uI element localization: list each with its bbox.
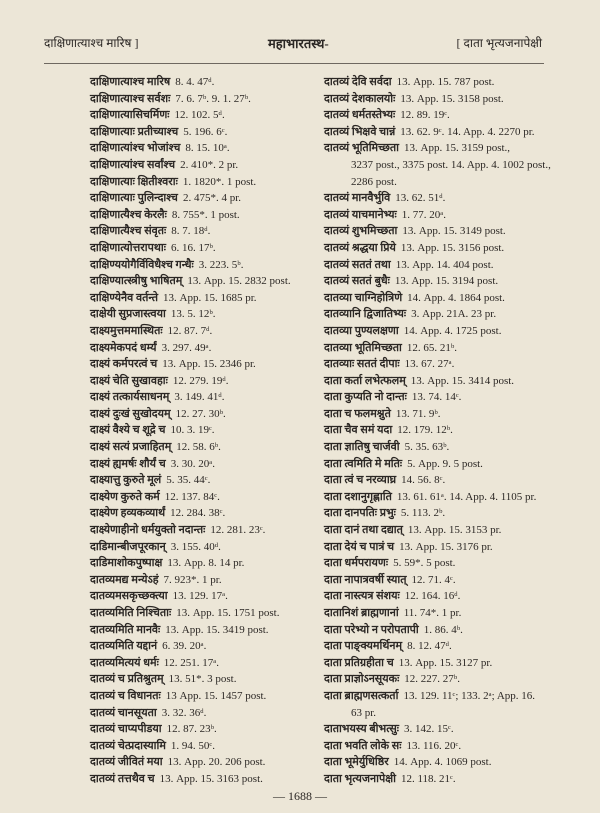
entry-reference: 12. 284. 38ᶜ. bbox=[170, 507, 226, 520]
index-entry bbox=[324, 771, 600, 788]
entry-headword: दातव्यं देशकालयोः bbox=[324, 92, 396, 105]
index-entry bbox=[90, 306, 362, 323]
entry-headword: दातव्यं श्रद्धया प्रिये bbox=[324, 241, 396, 254]
index-entry bbox=[324, 91, 600, 108]
entry-reference: 5. 196. 6ᶜ. bbox=[183, 125, 228, 138]
entry-headword: दाक्ष्यं तत्कार्यसाधनम् bbox=[90, 391, 170, 404]
index-entry bbox=[90, 273, 362, 290]
index-entry bbox=[90, 290, 362, 307]
entry-reference: 6. 39. 20ᵃ. bbox=[162, 640, 207, 653]
entry-headword: दाता कर्ता लभेत्फलम् bbox=[324, 374, 406, 387]
index-entry bbox=[90, 655, 362, 672]
index-entry bbox=[90, 688, 362, 705]
entry-reference: 13. App. 15. 3194 post. bbox=[394, 275, 499, 288]
entry-headword: दाडिमान्बीजपूरकान् bbox=[90, 540, 166, 553]
entry-headword: दातव्यमिति निश्चिताः bbox=[90, 607, 172, 619]
entry-reference: 12. 102. 5ᵈ. bbox=[174, 109, 225, 122]
entry-reference: 13. 61. 61ᵃ. 14. App. 4. 1105 pr. bbox=[396, 490, 537, 503]
entry-reference: 5. 59*. 5 post. bbox=[393, 557, 456, 570]
entry-headword: दाता दानपतिः प्रभुः bbox=[324, 507, 396, 520]
index-entry bbox=[90, 572, 362, 589]
entry-headword: दाता ज्ञातिषु चार्जवी bbox=[324, 441, 400, 454]
index-entry bbox=[90, 190, 362, 207]
index-entry bbox=[90, 705, 362, 722]
index-entry bbox=[324, 223, 600, 240]
entry-headword: दाता भूमेर्युधिष्ठिर bbox=[324, 756, 389, 769]
entry-reference: 3. 32. 36ᵈ. bbox=[161, 706, 207, 719]
index-entry bbox=[324, 389, 600, 406]
index-entry bbox=[324, 124, 600, 141]
index-entry-continuation bbox=[324, 705, 600, 722]
index-entry bbox=[90, 588, 362, 605]
entry-reference: 13. App. 15. 3158 post. bbox=[400, 92, 504, 105]
entry-reference: 7. 923*. 1 pr. bbox=[163, 573, 222, 586]
entry-reference: 13. App. 15. 787 post. bbox=[396, 76, 495, 88]
index-entry bbox=[90, 622, 362, 639]
entry-headword: दातव्यं सततं बुधैः bbox=[324, 275, 390, 288]
index-entry bbox=[324, 373, 600, 390]
entry-reference: 13. 62. 9ᶜ. 14. App. 4. 2270 pr. bbox=[400, 125, 535, 138]
entry-reference: 13. App. 15. 3163 post. bbox=[159, 772, 263, 785]
index-entry bbox=[324, 340, 600, 357]
entry-headword: दातानिशं ब्राह्मणानां bbox=[324, 607, 399, 619]
entry-headword: दाक्ष्यं दुःखं सुखोदयम् bbox=[90, 407, 171, 420]
entry-reference: 13. App. 15. 3153 pr. bbox=[407, 524, 502, 537]
index-entry bbox=[90, 472, 362, 489]
entry-reference: 3. App. 21A. 23 pr. bbox=[411, 308, 497, 321]
entry-headword: दातव्यं जीवितं मया bbox=[90, 756, 163, 769]
running-head-right: [ दाता भृत्यजनापेक्षी bbox=[456, 36, 542, 50]
index-entry-continuation bbox=[324, 174, 600, 191]
index-entry bbox=[324, 489, 600, 506]
index-entry bbox=[324, 257, 600, 274]
index-entry bbox=[90, 605, 362, 622]
index-entry bbox=[324, 356, 600, 373]
entry-reference: 2. 410*. 2 pr. bbox=[180, 158, 239, 171]
entry-headword: दाक्षिणात्यैश्च संवृतः bbox=[90, 225, 167, 238]
entry-reference: 13. App. 8. 14 pr. bbox=[167, 557, 245, 570]
entry-reference: 5. 35. 44ᶜ. bbox=[166, 474, 211, 487]
index-entry bbox=[90, 74, 362, 91]
entry-headword: दाक्षेयी सुप्रजास्त्वया bbox=[90, 308, 166, 321]
entry-headword: दातव्यं च प्रतिश्रुतम् bbox=[90, 673, 164, 686]
entry-headword: दाता दानं तथा दद्यात् bbox=[324, 524, 403, 537]
entry-headword: दातव्यानि द्विजातिभ्यः bbox=[324, 308, 407, 321]
entry-headword: दाता चैव समं यदा bbox=[324, 424, 393, 437]
index-entry bbox=[324, 572, 600, 589]
entry-headword: दाक्षिणात्याश्च सर्वशः bbox=[90, 92, 171, 105]
entry-reference: 12. 89. 19ᶜ. bbox=[400, 109, 450, 122]
running-head-title: महाभारतस्थ- bbox=[268, 36, 329, 51]
entry-headword: दातव्यं चाप्यपीडया bbox=[90, 723, 162, 736]
entry-headword: दाक्षिणात्याः पुलिन्दाश्च bbox=[90, 192, 178, 205]
entry-reference: 14. 56. 8ᶜ. bbox=[401, 474, 446, 487]
index-entry bbox=[324, 323, 600, 340]
entry-reference: 11. 74*. 1 pr. bbox=[403, 607, 462, 619]
index-entry bbox=[324, 622, 600, 639]
index-entry bbox=[324, 505, 600, 522]
entry-reference: 3. 223. 5ᵇ. bbox=[198, 258, 244, 271]
index-entry bbox=[90, 721, 362, 738]
entry-reference: 12. 137. 84ᶜ. bbox=[164, 490, 220, 503]
entry-reference: 13. 51*. 3 post. bbox=[168, 673, 237, 686]
header-rule bbox=[44, 63, 544, 64]
index-entry bbox=[324, 638, 600, 655]
entry-headword: दाक्षिण्येनैव वर्तन्ते bbox=[90, 291, 159, 304]
entry-reference: 3237 post., 3375 post. 14. App. 4. 1002 post., bbox=[351, 158, 551, 171]
entry-reference: 13. 67. 27ᵃ. bbox=[404, 358, 455, 371]
entry-reference: 14. App. 4. 1069 post. bbox=[393, 756, 492, 769]
entry-reference: 6. 16. 17ᵇ. bbox=[170, 241, 216, 254]
entry-headword: दाता नास्त्यत्र संशयः bbox=[324, 590, 400, 603]
entry-reference: 63 pr. bbox=[351, 706, 377, 719]
entry-reference: 13. 74. 14ᶜ. bbox=[411, 391, 462, 404]
entry-headword: दाता त्वं च नरव्याघ्र bbox=[324, 474, 397, 487]
entry-headword: दातव्यं तत्तथैव च bbox=[90, 772, 155, 785]
entry-reference: 5. App. 9. 5 post. bbox=[407, 457, 483, 470]
index-entry bbox=[90, 771, 362, 788]
index-entry bbox=[90, 389, 362, 406]
index-entry bbox=[90, 671, 362, 688]
entry-reference: 13 App. 15. 1457 post. bbox=[165, 689, 267, 702]
index-entry bbox=[324, 190, 600, 207]
entry-reference: 13. App. 15. 2346 pr. bbox=[162, 358, 256, 371]
entry-headword: दातव्यं चेत्प्रदास्यामि bbox=[90, 739, 166, 752]
entry-headword: दाक्ष्यमेकपदं धर्म्यं bbox=[90, 341, 157, 354]
index-entry-continuation bbox=[324, 157, 600, 174]
entry-reference: 13. App. 15. 3176 pr. bbox=[399, 540, 493, 553]
entry-reference: 8. 7. 18ᵈ. bbox=[171, 225, 211, 238]
entry-headword: दातव्याः सततं दीपाः bbox=[324, 358, 400, 371]
index-entry bbox=[324, 671, 600, 688]
entry-reference: 3. 30. 20ᵃ. bbox=[170, 457, 215, 470]
entry-reference: 12. 118. 21ᶜ. bbox=[400, 772, 456, 785]
entry-reference: 12. 179. 12ᵇ. bbox=[397, 424, 453, 437]
index-entry bbox=[324, 655, 600, 672]
index-entry bbox=[90, 489, 362, 506]
index-entry bbox=[324, 588, 600, 605]
index-entry bbox=[324, 290, 600, 307]
entry-headword: दाक्षिणात्यैश्च केरलैः bbox=[90, 208, 167, 221]
index-entry bbox=[90, 207, 362, 224]
entry-headword: दातव्यं मानवैर्भुवि bbox=[324, 192, 391, 205]
entry-headword: दाक्षिणात्याः क्षितीश्वराः bbox=[90, 175, 178, 188]
entry-headword: दाता ब्राह्मणसत्कर्ता bbox=[324, 689, 399, 702]
entry-reference: 13. 129. 11ᶜ; 133. 2ᵃ; App. 16. bbox=[403, 689, 536, 702]
entry-reference: 12. 71. 4ᶜ. bbox=[411, 573, 456, 586]
entry-reference: 12. 58. 6ᵇ. bbox=[176, 441, 221, 454]
entry-reference: 8. 4. 47ᵈ. bbox=[175, 76, 215, 88]
entry-headword: दातव्या भूतिमिच्छता bbox=[324, 341, 402, 354]
entry-headword: दाक्षिणात्याश्च मारिष bbox=[90, 76, 171, 88]
entry-headword: दाक्षिणात्यासिचर्मिणः bbox=[90, 109, 170, 122]
index-entry bbox=[90, 422, 362, 439]
index-entry bbox=[324, 688, 600, 705]
index-entry bbox=[90, 439, 362, 456]
index-entry bbox=[324, 555, 600, 572]
entry-reference: 13. 71. 9ᵇ. bbox=[395, 407, 441, 420]
entry-headword: दाक्ष्यं चेति सुखावहाः bbox=[90, 374, 168, 387]
entry-headword: दातव्यं धर्मतस्तेभ्यः bbox=[324, 109, 396, 122]
index-entry bbox=[324, 207, 600, 224]
entry-headword: दाक्ष्यं कर्मपरत्वं च bbox=[90, 358, 158, 371]
entry-reference: 5. 35. 63ᵇ. bbox=[404, 441, 450, 454]
entry-reference: 13. 5. 12ᵇ. bbox=[170, 308, 216, 321]
entry-reference: 12. 281. 23ᶜ. bbox=[210, 524, 266, 537]
entry-headword: दाक्ष्येण कुरुते कर्म bbox=[90, 490, 160, 503]
index-entry bbox=[90, 124, 362, 141]
entry-reference: 13. App. 15. 3159 post., bbox=[404, 142, 511, 155]
index-entry bbox=[90, 157, 362, 174]
entry-reference: 2286 post. bbox=[351, 175, 397, 188]
entry-headword: दाता पाङ्क्यमर्थिनम् bbox=[324, 640, 403, 653]
index-entry bbox=[90, 323, 362, 340]
page-number: — 1688 — bbox=[273, 789, 327, 803]
entry-reference: 8. 755*. 1 post. bbox=[171, 208, 240, 221]
entry-reference: 12. 65. 21ᵇ. bbox=[406, 341, 458, 354]
entry-reference: 12. 251. 17ᵃ. bbox=[163, 656, 220, 669]
entry-reference: 13. App. 15. 1685 pr. bbox=[163, 291, 257, 304]
entry-headword: दातव्यमित्ययं धर्मः bbox=[90, 656, 159, 669]
entry-reference: 1. 77. 20ᵃ. bbox=[401, 208, 447, 221]
index-entry bbox=[324, 140, 600, 157]
entry-headword: दाता नापात्रवर्षी स्यात् bbox=[324, 573, 407, 586]
index-entry bbox=[90, 738, 362, 755]
entry-reference: 12. 87. 7ᵈ. bbox=[167, 324, 213, 337]
right-column bbox=[324, 74, 600, 788]
entry-headword: दाक्षिणात्योत्तरापथाः bbox=[90, 241, 166, 254]
entry-headword: दातव्यं सततं तथा bbox=[324, 258, 391, 271]
entry-reference: 13. App. 15. 2832 post. bbox=[187, 275, 291, 288]
entry-reference: 2. 475*. 4 pr. bbox=[182, 192, 241, 205]
entry-headword: दाता देयं च पात्रं च bbox=[324, 540, 395, 553]
index-entry bbox=[90, 240, 362, 257]
index-entry bbox=[90, 638, 362, 655]
entry-headword: दातव्यं याचमानेभ्यः bbox=[324, 208, 397, 221]
entry-reference: 14. App. 4. 1725 post. bbox=[403, 324, 502, 337]
entry-headword: दाक्ष्यात्तु कुरुते मूलं bbox=[90, 474, 162, 487]
entry-headword: दातव्या पुण्यलक्षणा bbox=[324, 324, 399, 337]
entry-headword: दाता दशानुगृह्णाति bbox=[324, 490, 392, 503]
entry-reference: 1. 94. 50ᶜ. bbox=[170, 739, 215, 752]
index-entry bbox=[324, 605, 600, 622]
entry-headword: दातव्यं देवि सर्वदा bbox=[324, 76, 392, 88]
index-entry bbox=[324, 721, 600, 738]
entry-reference: 5. 113. 2ᵇ. bbox=[400, 507, 446, 520]
index-entry bbox=[324, 107, 600, 124]
entry-headword: दाता भवति लोके सः bbox=[324, 739, 402, 752]
entry-headword: दाक्षिण्यात्स्त्रीषु भाषितम् bbox=[90, 275, 183, 288]
index-entry bbox=[90, 140, 362, 157]
index-entry bbox=[90, 522, 362, 539]
entry-headword: दातव्यमिति यद्दानं bbox=[90, 640, 158, 653]
entry-headword: दातव्यं भूतिमिच्छता bbox=[324, 142, 400, 155]
entry-reference: 13. App. 15. 3156 post. bbox=[400, 241, 505, 254]
entry-headword: दातव्या चाग्निहोत्रिणे bbox=[324, 291, 403, 304]
index-entry bbox=[324, 738, 600, 755]
entry-reference: 13. 129. 17ᵃ. bbox=[172, 590, 228, 603]
entry-reference: 8. 15. 10ᵃ. bbox=[185, 142, 230, 155]
index-entry bbox=[324, 522, 600, 539]
entry-reference: 13. App. 15. 3149 post. bbox=[402, 225, 506, 238]
entry-headword: दातव्यं चानसूयता bbox=[90, 706, 157, 719]
entry-reference: 12. 279. 19ᵈ. bbox=[172, 374, 229, 387]
entry-reference: 13. App. 15. 3127 pr. bbox=[398, 656, 493, 669]
entry-headword: दाक्षिणात्यांश्च सर्वांश्च bbox=[90, 158, 176, 171]
entry-reference: 13. App. 15. 1751 post. bbox=[176, 607, 280, 619]
entry-headword: दाक्ष्यं सत्यं प्रजाहितम् bbox=[90, 441, 172, 454]
index-entry bbox=[324, 273, 600, 290]
entry-reference: 13. 62. 51ᵈ. bbox=[395, 192, 446, 205]
entry-headword: दाक्ष्येणाहीनो धर्मयुक्तो नदान्तः bbox=[90, 524, 206, 537]
entry-headword: दाताभयस्य बीभत्सुः bbox=[324, 723, 399, 736]
left-column bbox=[90, 74, 362, 788]
index-entry bbox=[90, 174, 362, 191]
entry-reference: 1. 1820*. 1 post. bbox=[182, 175, 257, 188]
entry-headword: दाक्षिणात्यांश्च भोजांश्च bbox=[90, 142, 181, 155]
index-entry bbox=[324, 240, 600, 257]
index-entry bbox=[90, 223, 362, 240]
entry-reference: 10. 3. 19ᶜ. bbox=[170, 424, 215, 437]
entry-headword: दातव्यमद्य मन्येऽहं bbox=[90, 573, 159, 586]
entry-headword: दाता कुप्यति नो दान्तः bbox=[324, 391, 407, 404]
index-entry bbox=[324, 306, 600, 323]
index-entry bbox=[324, 539, 600, 556]
index-entry bbox=[90, 340, 362, 357]
index-entry bbox=[90, 555, 362, 572]
entry-headword: दाडिमाशोकपुष्पाक्ष bbox=[90, 557, 163, 570]
entry-reference: 1. 86. 4ᵇ. bbox=[423, 623, 463, 636]
index-entry bbox=[324, 422, 600, 439]
entry-reference: 12. 27. 30ᵇ. bbox=[175, 407, 226, 420]
running-head-left: दाक्षिणात्याश्च मारिष ] bbox=[44, 36, 139, 50]
index-entry bbox=[324, 754, 600, 771]
index-entry bbox=[90, 107, 362, 124]
index-entry bbox=[90, 456, 362, 473]
entry-reference: 3. 149. 41ᵈ. bbox=[174, 391, 225, 404]
index-entry bbox=[324, 472, 600, 489]
entry-headword: दातव्यं भिक्षवे चान्नं bbox=[324, 125, 396, 138]
index-entry bbox=[324, 406, 600, 423]
index-entry bbox=[324, 74, 600, 91]
entry-headword: दाता च फलमश्नुते bbox=[324, 407, 391, 420]
entry-headword: दाक्ष्येण हव्यकव्यार्थं bbox=[90, 507, 166, 520]
entry-reference: 3. 142. 15ᶜ. bbox=[404, 723, 454, 736]
entry-reference: 13. App. 15. 3419 post. bbox=[165, 623, 269, 636]
entry-headword: दाक्ष्यं ह्यमर्षः शौर्यं च bbox=[90, 457, 166, 470]
entry-reference: 13. App. 15. 3414 post. bbox=[410, 374, 515, 387]
entry-reference: 13. App. 14. 404 post. bbox=[395, 258, 494, 271]
index-entry bbox=[90, 257, 362, 274]
entry-reference: 12. 227. 27ᵇ. bbox=[404, 673, 460, 686]
index-entry bbox=[90, 505, 362, 522]
entry-headword: दाक्ष्यं वैश्ये च शूद्रे च bbox=[90, 424, 166, 437]
entry-reference: 12. 87. 23ᵇ. bbox=[166, 723, 217, 736]
entry-reference: 3. 155. 40ᵈ. bbox=[170, 540, 221, 553]
entry-headword: दातव्यं शुभमिच्छता bbox=[324, 225, 398, 238]
entry-headword: दाता भृत्यजनापेक्षी bbox=[324, 772, 396, 785]
entry-reference: 3. 297. 49ᵃ. bbox=[161, 341, 212, 354]
index-entry bbox=[90, 539, 362, 556]
entry-headword: दाता धर्मपरायणः bbox=[324, 557, 389, 570]
index-entry bbox=[90, 373, 362, 390]
entry-reference: 13. App. 20. 206 post. bbox=[167, 756, 266, 769]
entry-headword: दाता प्राज्ञोऽनसूयकः bbox=[324, 673, 400, 686]
entry-headword: दाक्ष्यमुत्तममास्थितः bbox=[90, 324, 163, 337]
index-entry bbox=[90, 356, 362, 373]
index-entry bbox=[90, 91, 362, 108]
entry-headword: दाता परेभ्यो न परोपतापी bbox=[324, 623, 419, 636]
entry-headword: दाता त्वमिति मे मतिः bbox=[324, 457, 403, 470]
entry-headword: दातव्यमिति मानवैः bbox=[90, 623, 161, 636]
index-entry bbox=[324, 456, 600, 473]
index-entry bbox=[324, 439, 600, 456]
entry-reference: 8. 12. 47ᵈ. bbox=[407, 640, 452, 653]
index-entry bbox=[90, 754, 362, 771]
entry-headword: दातव्यमसकृच्छक्त्या bbox=[90, 590, 168, 603]
entry-headword: दाक्षिणात्याः प्रतीच्याश्च bbox=[90, 125, 179, 138]
entry-reference: 14. App. 4. 1864 post. bbox=[407, 291, 505, 304]
entry-headword: दाता प्रतिग्रहीता च bbox=[324, 656, 394, 669]
entry-headword: दातव्यं च विधानतः bbox=[90, 689, 161, 702]
entry-headword: दाक्षिण्ययोगैर्विविधैश्च गन्धैः bbox=[90, 258, 194, 271]
entry-reference: 12. 164. 16ᵈ. bbox=[404, 590, 461, 603]
index-entry bbox=[90, 406, 362, 423]
entry-reference: 7. 6. 7ᵇ. 9. 1. 27ᵇ. bbox=[175, 92, 251, 105]
entry-reference: 13. 116. 20ᶜ. bbox=[406, 739, 462, 752]
